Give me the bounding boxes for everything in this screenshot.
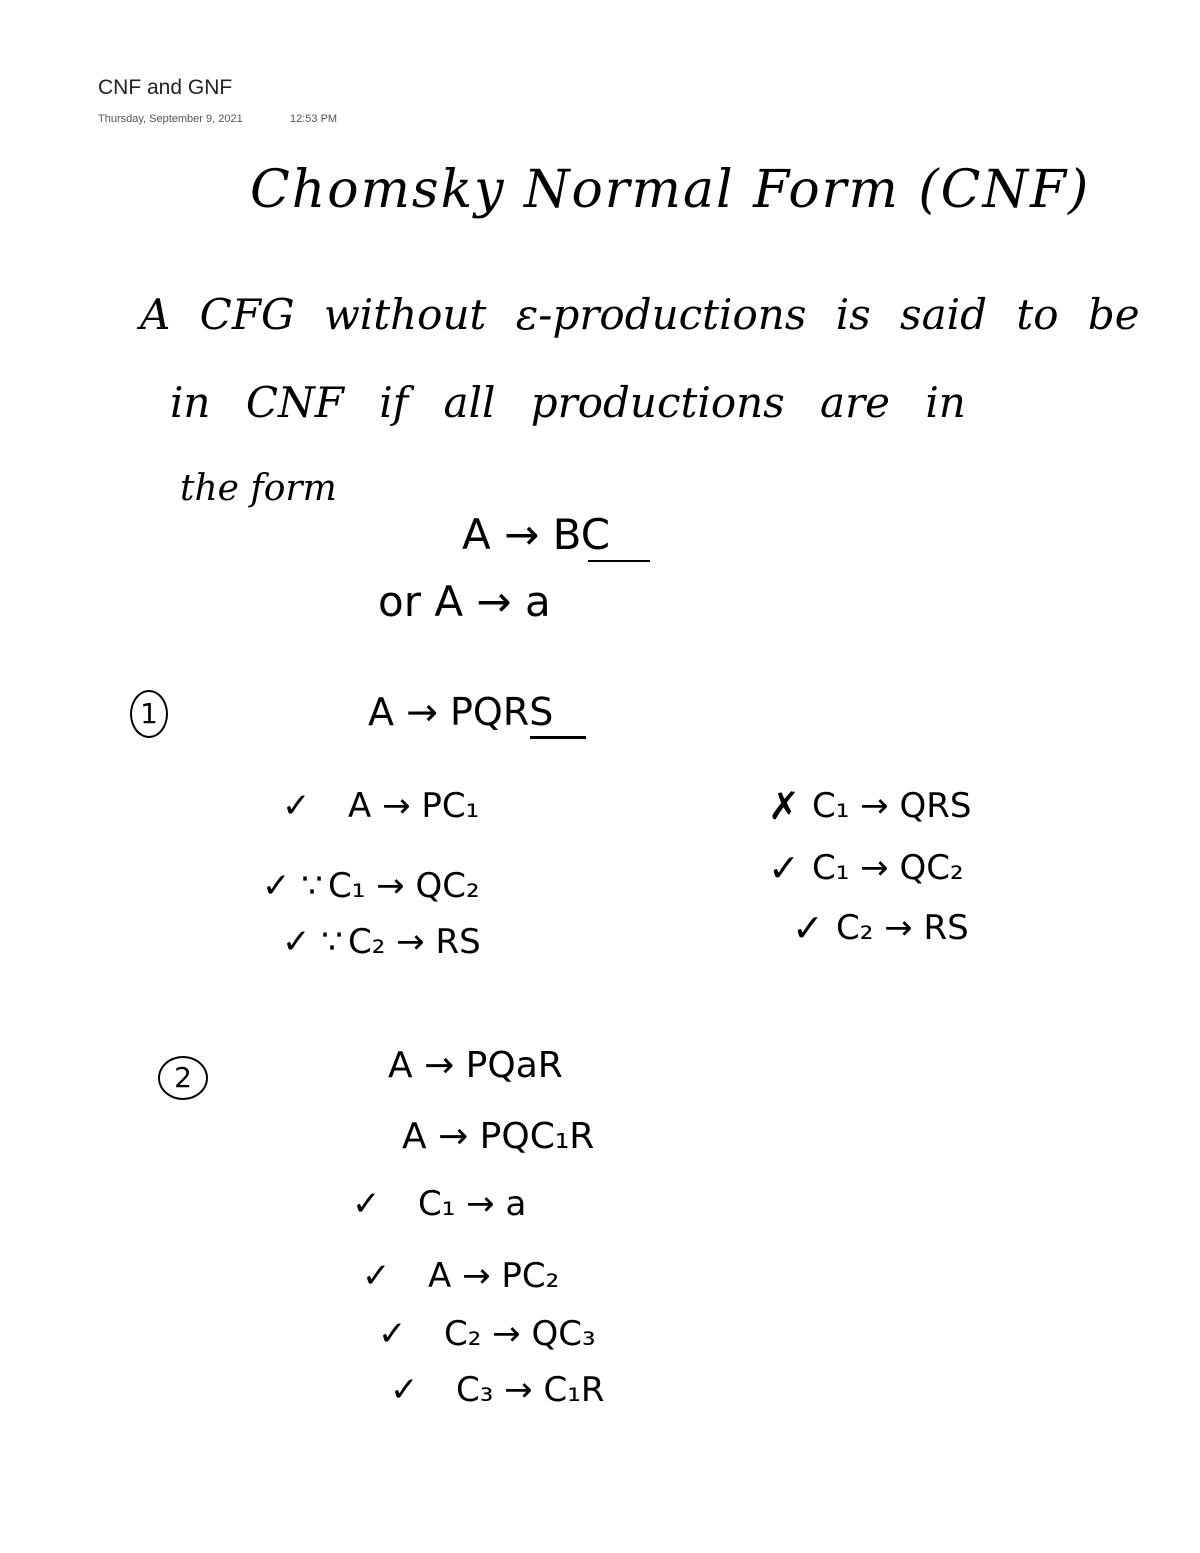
example-1-step xyxy=(262,866,480,906)
step-production: A → PC₂ xyxy=(428,1256,560,1296)
step-production: C₃ → C₁R xyxy=(456,1370,605,1410)
example-2-step xyxy=(362,1256,559,1296)
definition-line-1: A CFG without ε-productions is said to be xyxy=(140,290,1140,339)
definition-line-3: the form xyxy=(180,468,337,509)
example-2-production: A → PQaR xyxy=(388,1045,563,1086)
check-icon: ✓ xyxy=(282,786,311,826)
page-time: 12:53 PM xyxy=(290,113,338,125)
underline-rs xyxy=(530,736,586,739)
step-production: C₂ → RS xyxy=(348,922,481,962)
check-icon: ✓ xyxy=(792,906,824,950)
example-1-alt-step xyxy=(768,846,964,890)
check-icon: ✓ ∵ xyxy=(282,922,343,962)
example-1-alt-step xyxy=(768,784,971,828)
step-production: C₁ → QC₂ xyxy=(328,866,480,906)
step-production: C₁ → QRS xyxy=(812,786,972,826)
example-2-step xyxy=(352,1184,526,1224)
check-icon: ✓ xyxy=(362,1256,391,1296)
example-2-step xyxy=(390,1370,604,1410)
example-2-rewrite: A → PQC₁R xyxy=(402,1116,595,1157)
example-2-number: 2 xyxy=(158,1056,208,1100)
step-production: A → PC₁ xyxy=(348,786,480,826)
underline-bc xyxy=(588,560,650,562)
check-icon: ✓ xyxy=(768,846,800,890)
check-icon: ✓ xyxy=(390,1370,419,1410)
check-icon: ✓ ∵ xyxy=(262,866,323,906)
example-1-number: 1 xyxy=(130,690,168,738)
cross-icon: ✗ xyxy=(768,784,800,828)
example-1-alt-step xyxy=(792,906,969,950)
step-production: C₁ → a xyxy=(418,1184,527,1224)
example-2-step xyxy=(378,1314,596,1354)
rule-a: or A → a xyxy=(378,577,551,626)
step-production: C₂ → RS xyxy=(836,908,969,948)
rule-bc: A → BC xyxy=(462,510,611,559)
check-icon: ✓ xyxy=(352,1184,381,1224)
page-title: CNF and GNF xyxy=(98,76,233,99)
step-production: C₂ → QC₃ xyxy=(444,1314,596,1354)
page-date: Thursday, September 9, 2021 xyxy=(98,113,243,125)
example-1-step xyxy=(282,922,481,962)
check-icon: ✓ xyxy=(378,1314,407,1354)
definition-line-2: in CNF if all productions are in xyxy=(170,378,966,427)
notes-heading: Chomsky Normal Form (CNF) xyxy=(250,160,1091,220)
example-1-production: A → PQRS xyxy=(368,690,554,734)
step-production: C₁ → QC₂ xyxy=(812,848,964,888)
example-1-step xyxy=(282,786,479,826)
